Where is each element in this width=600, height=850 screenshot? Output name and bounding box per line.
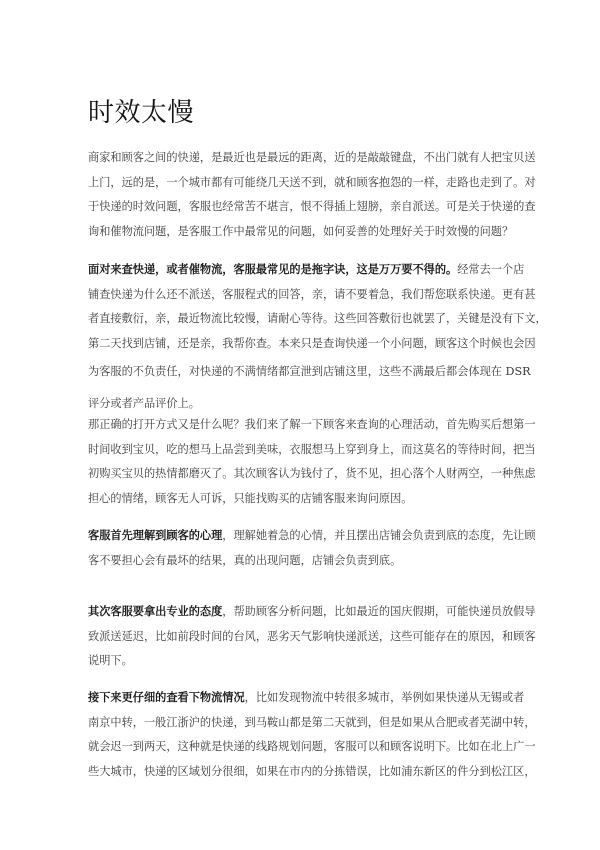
bold-lead-text: 其次客服要拿出专业的态度 <box>88 605 223 618</box>
paragraph-understand-customer <box>88 524 536 573</box>
paragraph-line: 南京中转，一般江浙沪的快递，到马鞍山都是第二天就到，但是如果从合肥或者芜湖中转， <box>88 715 536 729</box>
paragraph-line: 担心的情绪，顾客无人可诉，只能找购买的店铺客服来询问原因。 <box>88 491 413 505</box>
bold-lead-text: 接下来更仔细的查看下物流情况 <box>88 691 245 704</box>
paragraph-line: 就会迟一到两天，这种就是快递的线路规划问题，客服可以和顾客说明下。比如在北上广一 <box>88 740 536 753</box>
paragraph-line <box>88 524 536 549</box>
paragraph-line: 些大城市，快递的区域划分很细，如果在市内的分拣错误，比如浦东新区的件分到松江区， <box>88 764 536 778</box>
paragraph-text: 经常去一个店 <box>457 263 525 276</box>
paragraph-line: 评分或者产品评价上。 <box>88 397 200 410</box>
paragraph-line: 致派送延迟，比如前段时间的台风，恶劣天气影响快递派送，这些可能存在的原因，和顾客 <box>88 629 536 643</box>
paragraph-check-logistics <box>88 686 536 784</box>
paragraph-line: 为客服的不负责任，对快递的不满情绪都宣泄到店铺这里，这些不满最后都会体现在 DSR <box>88 365 531 378</box>
bold-lead-text: 面对来查快递，或者催物流，客服最常见的是拖字诀，这是万万要不得的。 <box>88 263 458 276</box>
paragraph-line: 初购买宝贝的热情都磨灭了。其次顾客认为钱付了，货不见，担心落个人财两空，一种焦虑 <box>88 467 536 480</box>
paragraph-line: 铺查快递为什么还不派送，客服程式的回答，亲，请不要着急，我们帮您联系快递。更有甚 <box>88 287 536 301</box>
page-title: 时效太慢 <box>88 98 195 128</box>
paragraph-line: 者直接敷衍，亲，最近物流比较慢，请耐心等待。这些回答敷衍也就罢了，关键是没有下文， <box>88 312 547 325</box>
paragraph-line: 说明下。 <box>88 654 133 667</box>
paragraph-line <box>88 258 525 283</box>
paragraph-text: ，帮助顾客分析问题，比如最近的国庆假期，可能快递员放假导 <box>222 605 536 618</box>
paragraph-delay-tactic <box>88 258 547 420</box>
paragraph-line: 上门，远的是，一个城市都有可能绕几天送不到，就和顾客抱怨的一样，走路也走到了。对 <box>88 175 536 189</box>
bold-lead-text: 客服首先理解到顾客的心理 <box>88 529 223 542</box>
paragraph-line: 第二天找到店铺，还是亲，我帮你查。本来只是查询快递一个小问题，顾客这个时候也会因 <box>88 336 536 350</box>
paragraph-professional-attitude <box>88 600 536 674</box>
paragraph-intro <box>88 146 536 244</box>
paragraph-line: 客不要担心会有最坏的结果，真的出现问题，店铺会负责到底。 <box>88 553 402 567</box>
paragraph-line: 商家和顾客之间的快递，是最近也是最远的距离，近的是敲敲键盘，不出门就有人把宝贝送 <box>88 151 536 164</box>
paragraph-text: ，比如发现物流中转很多城市，举例如果快递从无锡或者 <box>244 691 525 704</box>
paragraph-line: 于快递的时效问题，客服也经常苦不堪言，恨不得插上翅膀，亲自派送。可是关于快递的查 <box>88 200 536 213</box>
paragraph-line: 那正确的打开方式又是什么呢？我们来了解一下顾客来查询的心理活动，首先购买后想第一 <box>88 418 536 431</box>
paragraph-line: 询和催物流问题，是客服工作中最常见的问题，如何妥善的处理好关于时效慢的问题？ <box>88 224 514 238</box>
paragraph-correct-approach <box>88 413 536 511</box>
paragraph-text: ，理解她着急的心情，并且摆出店铺会负责到底的态度，先让顾 <box>222 529 536 542</box>
paragraph-line <box>88 686 525 711</box>
paragraph-line <box>88 600 536 625</box>
paragraph-line: 时间收到宝贝，吃的想马上品尝到美味，衣服想马上穿到身上，而这莫名的等待时间，把当 <box>88 442 536 456</box>
